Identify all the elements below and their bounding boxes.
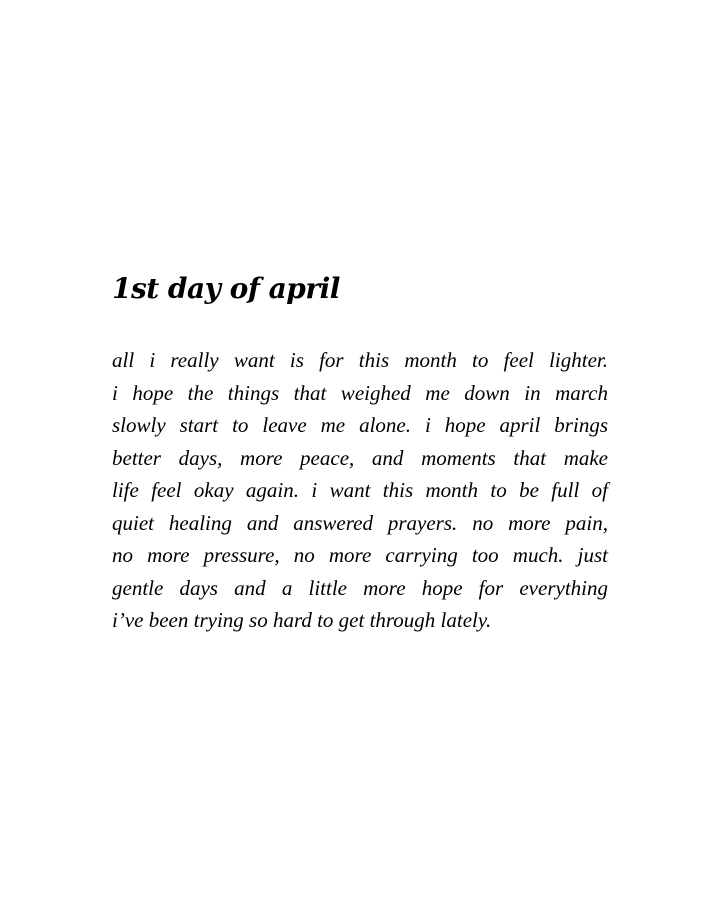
body-line: no more pressure, no more carrying too much. just xyxy=(112,543,608,567)
document-title: 1st day of april xyxy=(112,272,340,305)
body-line: quiet healing and answered prayers. no more pain, xyxy=(112,510,608,535)
body-line: better days, more peace, and moments that make xyxy=(112,445,608,470)
body-line: life feel okay again. i want this month to be full of xyxy=(112,478,608,502)
document-body xyxy=(112,344,608,637)
body-line: all i really want is for this month to feel lighter. xyxy=(112,348,608,372)
body-line: slowly start to leave me alone. i hope april brings xyxy=(112,413,608,437)
body-line: i hope the things that weighed me down in march xyxy=(112,380,608,405)
body-line: i’ve been trying so hard to get through lately. xyxy=(112,608,492,632)
body-line: gentle days and a little more hope for everything xyxy=(112,575,608,600)
